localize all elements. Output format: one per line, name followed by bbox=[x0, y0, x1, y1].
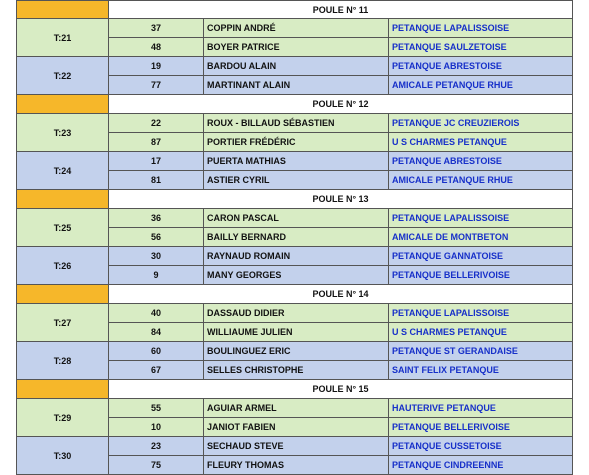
player-number: 19 bbox=[109, 57, 204, 76]
player-club: PETANQUE CUSSETOISE bbox=[389, 437, 573, 456]
player-row bbox=[109, 342, 573, 361]
player-club: HAUTERIVE PETANQUE bbox=[389, 399, 573, 418]
player-name: JANIOT FABIEN bbox=[204, 418, 389, 437]
player-club: PETANQUE JC CREUZIEROIS bbox=[389, 114, 573, 133]
player-name: BAILLY BERNARD bbox=[204, 228, 389, 247]
player-name: PUERTA MATHIAS bbox=[204, 152, 389, 171]
poule-marker-cell bbox=[16, 95, 109, 114]
player-number: 56 bbox=[109, 228, 204, 247]
player-club: SAINT FELIX PETANQUE bbox=[389, 361, 573, 380]
table-group bbox=[16, 152, 573, 190]
table-group bbox=[16, 19, 573, 57]
poule-title: POULE N° 13 bbox=[109, 190, 573, 209]
player-name: BOULINGUEZ ERIC bbox=[204, 342, 389, 361]
player-number: 10 bbox=[109, 418, 204, 437]
player-number: 30 bbox=[109, 247, 204, 266]
player-name: COPPIN ANDRÉ bbox=[204, 19, 389, 38]
player-row bbox=[109, 266, 573, 285]
poule-title: POULE N° 14 bbox=[109, 285, 573, 304]
table-group bbox=[16, 437, 573, 475]
player-club: U S CHARMES PETANQUE bbox=[389, 133, 573, 152]
table-label: T:30 bbox=[16, 437, 109, 475]
poule-marker-cell bbox=[16, 0, 109, 19]
player-number: 40 bbox=[109, 304, 204, 323]
player-club: PETANQUE ST GERANDAISE bbox=[389, 342, 573, 361]
player-name: RAYNAUD ROMAIN bbox=[204, 247, 389, 266]
player-club: PETANQUE CINDREENNE bbox=[389, 456, 573, 475]
player-number: 81 bbox=[109, 171, 204, 190]
player-row bbox=[109, 133, 573, 152]
player-row bbox=[109, 114, 573, 133]
player-row bbox=[109, 323, 573, 342]
player-club: AMICALE DE MONTBETON bbox=[389, 228, 573, 247]
player-club: PETANQUE BELLERIVOISE bbox=[389, 266, 573, 285]
table-group bbox=[16, 114, 573, 152]
player-name: AGUIAR ARMEL bbox=[204, 399, 389, 418]
player-number: 67 bbox=[109, 361, 204, 380]
player-club: AMICALE PETANQUE RHUE bbox=[389, 76, 573, 95]
table-label: T:25 bbox=[16, 209, 109, 247]
player-name: MANY GEORGES bbox=[204, 266, 389, 285]
table-label: T:24 bbox=[16, 152, 109, 190]
poule-marker-cell bbox=[16, 190, 109, 209]
table-label: T:23 bbox=[16, 114, 109, 152]
player-row bbox=[109, 418, 573, 437]
player-row bbox=[109, 171, 573, 190]
player-number: 60 bbox=[109, 342, 204, 361]
poule-header-row bbox=[16, 95, 573, 114]
player-name: DASSAUD DIDIER bbox=[204, 304, 389, 323]
player-club: PETANQUE SAULZETOISE bbox=[389, 38, 573, 57]
player-row bbox=[109, 437, 573, 456]
player-row bbox=[109, 247, 573, 266]
player-name: SECHAUD STEVE bbox=[204, 437, 389, 456]
player-name: BARDOU ALAIN bbox=[204, 57, 389, 76]
player-name: SELLES CHRISTOPHE bbox=[204, 361, 389, 380]
player-number: 77 bbox=[109, 76, 204, 95]
player-row bbox=[109, 456, 573, 475]
player-club: PETANQUE LAPALISSOISE bbox=[389, 19, 573, 38]
poule-marker-cell bbox=[16, 380, 109, 399]
poule-header-row bbox=[16, 0, 573, 19]
table-group bbox=[16, 342, 573, 380]
player-row bbox=[109, 38, 573, 57]
player-name: PORTIER FRÉDÉRIC bbox=[204, 133, 389, 152]
player-number: 84 bbox=[109, 323, 204, 342]
player-number: 75 bbox=[109, 456, 204, 475]
poule-header-row bbox=[16, 285, 573, 304]
poule-title: POULE N° 12 bbox=[109, 95, 573, 114]
poule-sheet bbox=[16, 0, 573, 475]
poule-header-row bbox=[16, 190, 573, 209]
player-row bbox=[109, 19, 573, 38]
table-label: T:28 bbox=[16, 342, 109, 380]
player-name: ROUX - BILLAUD SÉBASTIEN bbox=[204, 114, 389, 133]
player-club: U S CHARMES PETANQUE bbox=[389, 323, 573, 342]
player-club: PETANQUE LAPALISSOISE bbox=[389, 209, 573, 228]
player-club: PETANQUE LAPALISSOISE bbox=[389, 304, 573, 323]
player-club: PETANQUE ABRESTOISE bbox=[389, 152, 573, 171]
player-number: 37 bbox=[109, 19, 204, 38]
player-number: 23 bbox=[109, 437, 204, 456]
table-label: T:22 bbox=[16, 57, 109, 95]
player-number: 36 bbox=[109, 209, 204, 228]
poule-header-row bbox=[16, 380, 573, 399]
player-name: ASTIER CYRIL bbox=[204, 171, 389, 190]
player-row bbox=[109, 399, 573, 418]
player-name: CARON PASCAL bbox=[204, 209, 389, 228]
player-row bbox=[109, 57, 573, 76]
table-group bbox=[16, 209, 573, 247]
table-label: T:29 bbox=[16, 399, 109, 437]
poule-title: POULE N° 11 bbox=[109, 0, 573, 19]
player-row bbox=[109, 76, 573, 95]
player-row bbox=[109, 209, 573, 228]
player-club: PETANQUE BELLERIVOISE bbox=[389, 418, 573, 437]
table-label: T:26 bbox=[16, 247, 109, 285]
player-name: MARTINANT ALAIN bbox=[204, 76, 389, 95]
player-name: BOYER PATRICE bbox=[204, 38, 389, 57]
player-club: PETANQUE ABRESTOISE bbox=[389, 57, 573, 76]
table-group bbox=[16, 304, 573, 342]
player-number: 22 bbox=[109, 114, 204, 133]
player-number: 9 bbox=[109, 266, 204, 285]
player-number: 17 bbox=[109, 152, 204, 171]
table-group bbox=[16, 57, 573, 95]
player-name: WILLIAUME JULIEN bbox=[204, 323, 389, 342]
player-club: AMICALE PETANQUE RHUE bbox=[389, 171, 573, 190]
player-row bbox=[109, 304, 573, 323]
player-row bbox=[109, 228, 573, 247]
table-label: T:21 bbox=[16, 19, 109, 57]
player-number: 87 bbox=[109, 133, 204, 152]
poule-marker-cell bbox=[16, 285, 109, 304]
table-group bbox=[16, 247, 573, 285]
player-name: FLEURY THOMAS bbox=[204, 456, 389, 475]
player-number: 55 bbox=[109, 399, 204, 418]
player-number: 48 bbox=[109, 38, 204, 57]
player-club: PETANQUE GANNATOISE bbox=[389, 247, 573, 266]
poule-title: POULE N° 15 bbox=[109, 380, 573, 399]
table-group bbox=[16, 399, 573, 437]
player-row bbox=[109, 361, 573, 380]
player-row bbox=[109, 152, 573, 171]
table-label: T:27 bbox=[16, 304, 109, 342]
